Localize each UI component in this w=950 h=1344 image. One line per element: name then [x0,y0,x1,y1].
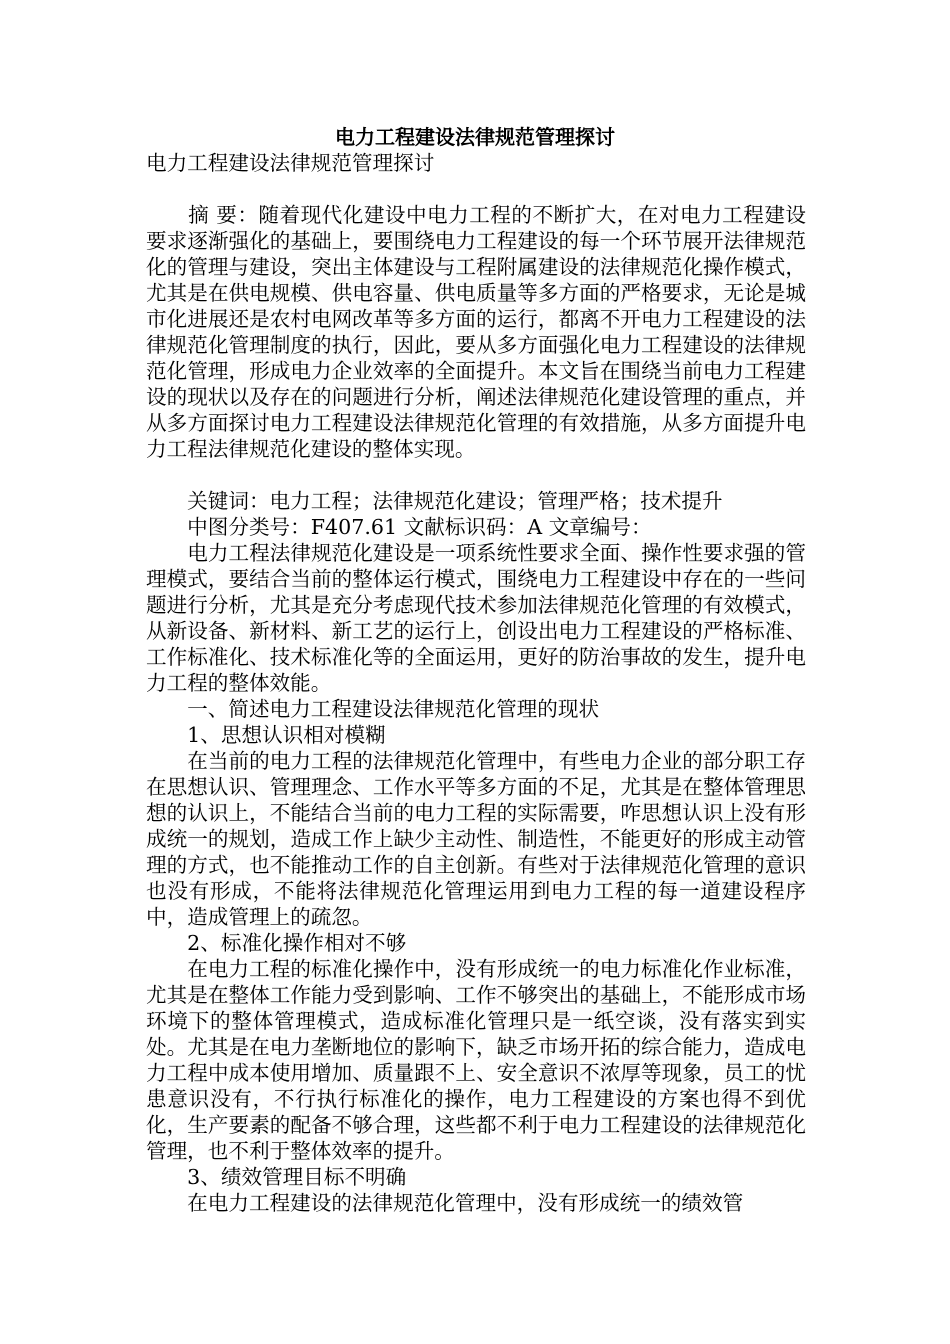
abstract-paragraph: 摘 要：随着现代化建设中电力工程的不断扩大，在对电力工程建设要求逐渐强化的基础上，要围绕电力工程建设的每一个环节展开法律规范化的管理与建设，突出主体建设与工程附属建设的法律规范化操作模式，尤其是在供电规模、供电容量、供电质量等多方面的严格要求，无论是城市化进展还是农村电网改革等多方面的运行，都离不开电力工程建设的法律规范化管理制度的执行，因此，要从多方面强化电力工程建设的法律规范化管理，形成电力企业效率的全面提升。本文旨在围绕当前电力工程建设的现状以及存在的问题进行分析，阐述法律规范化建设管理的重点，并从多方面探讨电力工程建设法律规范化管理的有效措施，从多方面提升电力工程法律规范化建设的整体实现。 [146,203,806,461]
subsection-heading: 1、思想认识相对模糊 [146,723,386,747]
body-paragraph: 在当前的电力工程的法律规范化管理中，有些电力企业的部分职工存在思想认识、管理理念、工作水平等多方面的不足，尤其是在整体管理思想的认识上，不能结合当前的电力工程的实际需要，咋思想认识上没有形成统一的规划，造成工作上缺少主动性、制造性，不能更好的形成主动管理的方式，也不能推动工作的自主创新。有些对于法律规范化管理的意识也没有形成，不能将法律规范化管理运用到电力工程的每一道建设程序中，造成管理上的疏忽。 [146,749,806,929]
blank-line [146,176,806,202]
body-paragraph: 在电力工程建设的法律规范化管理中，没有形成统一的绩效管 [146,1191,744,1215]
keywords-line: 关键词：电力工程；法律规范化建设；管理严格；技术提升 [146,489,723,513]
intro-paragraph: 电力工程法律规范化建设是一项系统性要求全面、操作性要求强的管理模式，要结合当前的整体运行模式，围绕电力工程建设中存在的一些问题进行分析，尤其是充分考虑现代技术参加法律规范化管理的有效模式，从新设备、新材料、新工艺的运行上，创设出电力工程建设的严格标准、工作标准化、技术标准化等的全面运用，更好的防治事故的发生，提升电力工程的整体效能。 [146,541,806,695]
blank-line [146,462,806,488]
section-heading: 一、简述电力工程建设法律规范化管理的现状 [146,697,600,721]
document-subtitle: 电力工程建设法律规范管理探讨 [146,151,435,175]
document-body [146,150,806,1216]
subsection-heading: 2、标准化操作相对不够 [146,931,407,955]
subsection-heading: 3、绩效管理目标不明确 [146,1165,407,1189]
body-paragraph: 在电力工程的标准化操作中，没有形成统一的电力标准化作业标准，尤其是在整体工作能力受到影响、工作不够突出的基础上，不能形成市场环境下的整体管理模式，造成标准化管理只是一纸空谈，没有落实到实处。尤其是在电力垄断地位的影响下，缺乏市场开拓的综合能力，造成电力工程中成本使用增加、质量跟不上、安全意识不浓厚等现象，员工的忧患意识没有，不行执行标准化的操作，电力工程建设的方案也得不到优化，生产要素的配备不够合理，这些都不利于电力工程建设的法律规范化管理，也不利于整体效率的提升。 [146,957,806,1163]
document-title: 电力工程建设法律规范管理探讨 [335,125,615,149]
classification-line: 中图分类号：F407.61 文献标识码：A 文章编号： [146,515,652,539]
